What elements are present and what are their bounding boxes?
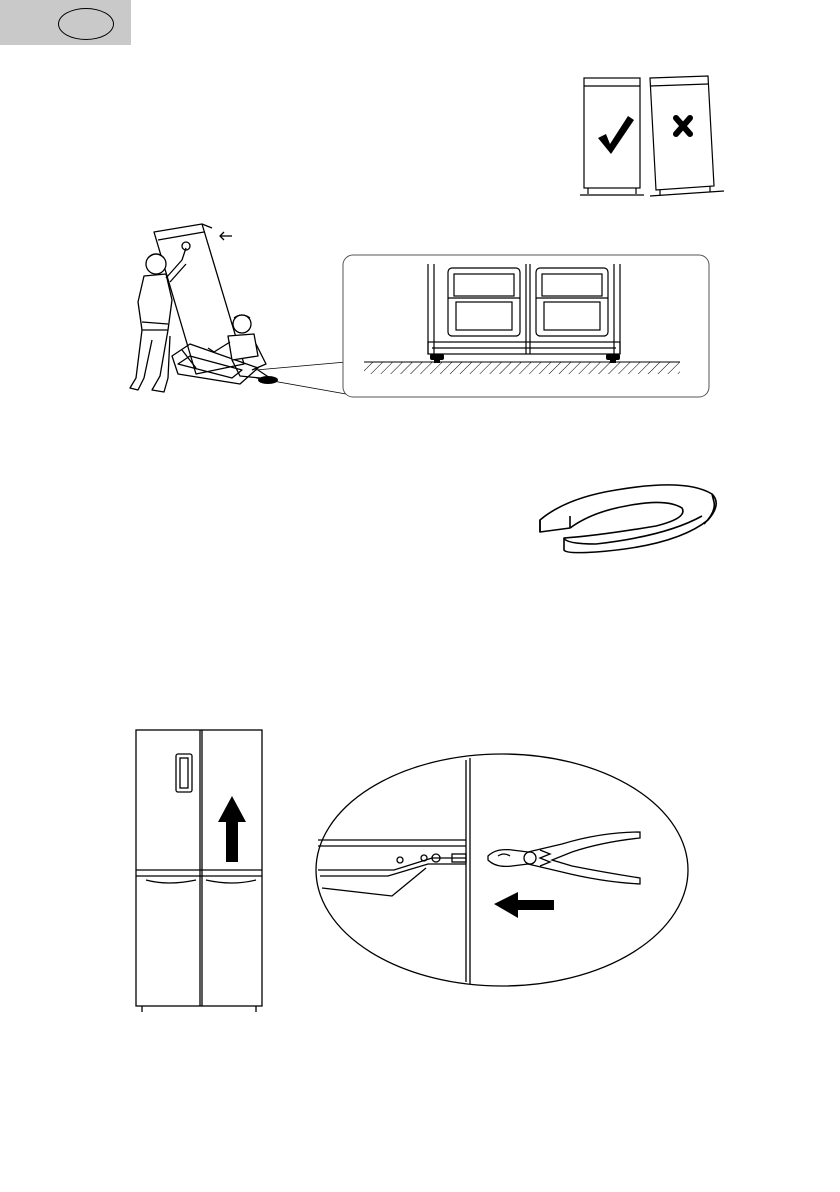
detail-connector bbox=[250, 360, 350, 400]
feet-detail-figure bbox=[342, 254, 710, 398]
language-tab bbox=[0, 0, 131, 45]
upright-position-figure bbox=[576, 72, 728, 202]
footer-strip bbox=[0, 1186, 420, 1192]
language-badge bbox=[58, 8, 114, 40]
door-adjust-figure bbox=[132, 720, 708, 1018]
horseshoe-spacer-figure bbox=[536, 470, 722, 560]
check-mark-icon bbox=[598, 116, 634, 154]
cross-mark-icon bbox=[676, 118, 690, 134]
up-arrow-icon bbox=[218, 796, 246, 862]
